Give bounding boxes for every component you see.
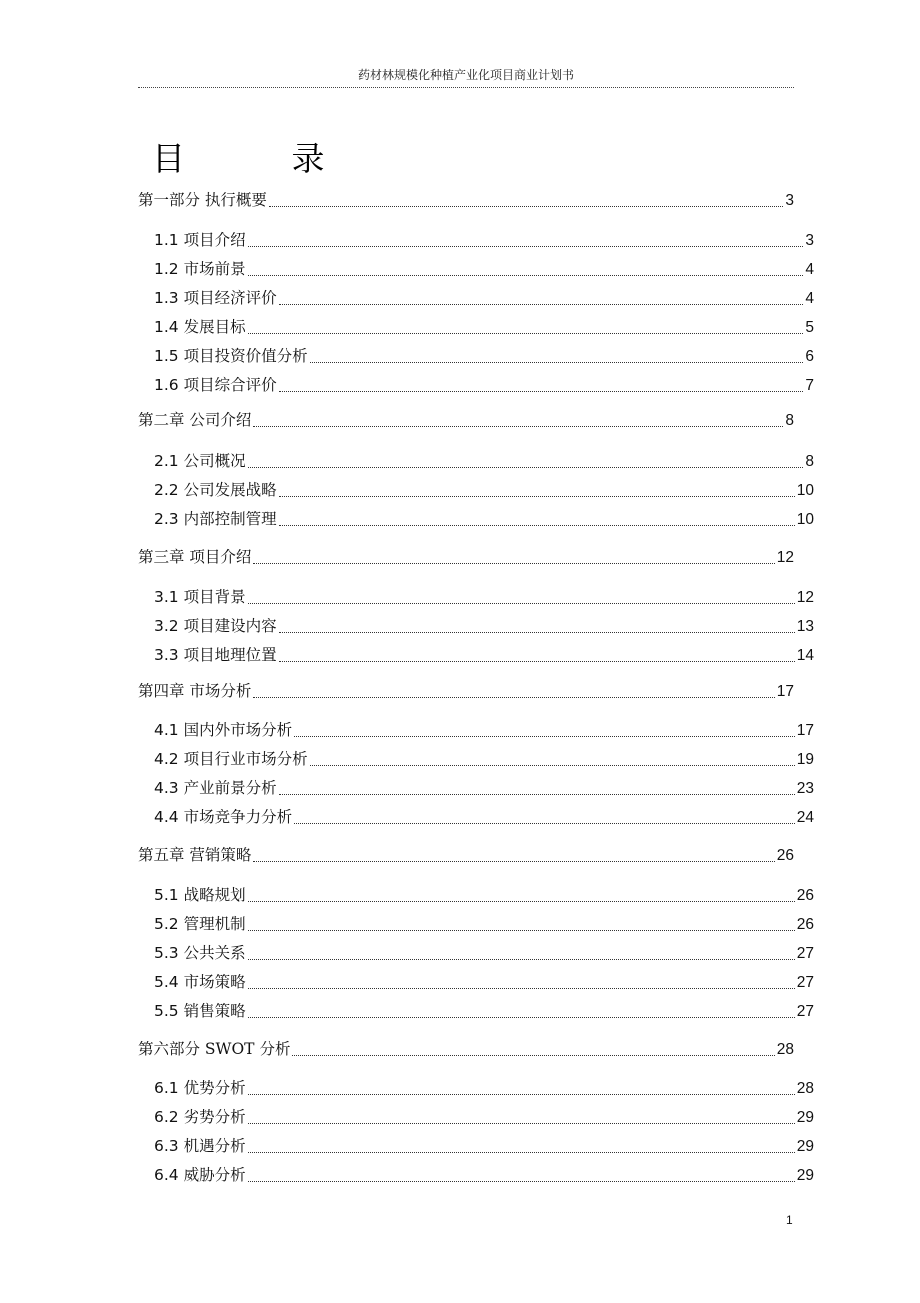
toc-entry-label: 1.1 项目介绍: [154, 231, 246, 249]
toc-entry-label: 3.3 项目地理位置: [154, 646, 277, 664]
toc-section-entry[interactable]: [154, 883, 814, 907]
toc-entry-page: 29: [796, 1109, 814, 1126]
toc-section-entry[interactable]: [154, 1163, 814, 1187]
toc-entry-label: 3.1 项目背景: [154, 588, 246, 606]
toc-entry-page: 26: [796, 887, 814, 904]
toc-entry-label: 第二章 公司介绍: [138, 411, 252, 429]
header-divider: [138, 87, 794, 88]
toc-entry-label: 6.4 威胁分析: [154, 1166, 246, 1184]
toc-section-entry[interactable]: [154, 1076, 814, 1100]
toc-dot-leader: [248, 467, 804, 468]
toc-entry-page: 26: [776, 847, 794, 864]
toc-entry-label: 5.3 公共关系: [154, 944, 246, 962]
toc-chapter-entry[interactable]: [138, 1037, 794, 1061]
toc-section-entry[interactable]: [154, 805, 814, 829]
toc-section-entry[interactable]: [154, 999, 814, 1023]
toc-section-entry[interactable]: [154, 344, 814, 368]
toc-entry-page: 27: [796, 945, 814, 962]
toc-entry-label: 第六部分 SWOT 分析: [138, 1040, 291, 1058]
toc-dot-leader: [248, 1017, 795, 1018]
toc-entry-page: 29: [796, 1138, 814, 1155]
toc-entry-label: 6.3 机遇分析: [154, 1137, 246, 1155]
toc-entry-page: 28: [796, 1080, 814, 1097]
toc-entry-page: 28: [776, 1041, 794, 1058]
toc-dot-leader: [248, 901, 795, 902]
toc-entry-label: 1.2 市场前景: [154, 260, 246, 278]
toc-entry-page: 4: [805, 290, 814, 307]
toc-section-entry[interactable]: [154, 373, 814, 397]
toc-section-entry[interactable]: [154, 257, 814, 281]
toc-section-entry[interactable]: [154, 718, 814, 742]
toc-entry-page: 6: [805, 348, 814, 365]
toc-dot-leader: [253, 861, 774, 862]
toc-chapter-entry[interactable]: [138, 408, 794, 432]
toc-dot-leader: [248, 988, 795, 989]
toc-chapter-entry[interactable]: [138, 188, 794, 212]
toc-dot-leader: [294, 736, 795, 737]
toc-dot-leader: [279, 496, 795, 497]
toc-entry-page: 4: [805, 261, 814, 278]
toc-entry-page: 7: [805, 377, 814, 394]
toc-entry-label: 5.5 销售策略: [154, 1002, 246, 1020]
toc-dot-leader: [310, 362, 804, 363]
toc-dot-leader: [248, 246, 804, 247]
toc-section-entry[interactable]: [154, 228, 814, 252]
toc-section-entry[interactable]: [154, 970, 814, 994]
toc-entry-label: 第一部分 执行概要: [138, 191, 267, 209]
toc-entry-label: 6.1 优势分析: [154, 1079, 246, 1097]
page-number: 1: [786, 1213, 793, 1227]
toc-section-entry[interactable]: [154, 449, 814, 473]
toc-entry-label: 5.2 管理机制: [154, 915, 246, 933]
toc-dot-leader: [294, 823, 795, 824]
toc-dot-leader: [248, 275, 804, 276]
toc-dot-leader: [292, 1055, 774, 1056]
toc-entry-label: 5.4 市场策略: [154, 973, 246, 991]
toc-dot-leader: [279, 632, 795, 633]
toc-section-entry[interactable]: [154, 507, 814, 531]
toc-dot-leader: [253, 426, 783, 427]
toc-dot-leader: [253, 563, 774, 564]
toc-entry-label: 第五章 营销策略: [138, 846, 252, 864]
toc-dot-leader: [248, 959, 795, 960]
toc-entry-page: 5: [805, 319, 814, 336]
toc-dot-leader: [248, 930, 795, 931]
toc-chapter-entry[interactable]: [138, 679, 794, 703]
toc-section-entry[interactable]: [154, 585, 814, 609]
toc-entry-page: 27: [796, 974, 814, 991]
toc-entry-label: 4.4 市场竞争力分析: [154, 808, 293, 826]
toc-dot-leader: [248, 1152, 795, 1153]
toc-entry-page: 26: [796, 916, 814, 933]
toc-dot-leader: [253, 697, 774, 698]
toc-entry-page: 12: [776, 549, 794, 566]
toc-entry-page: 12: [796, 589, 814, 606]
toc-section-entry[interactable]: [154, 941, 814, 965]
toc-entry-label: 6.2 劣势分析: [154, 1108, 246, 1126]
toc-entry-label: 2.1 公司概况: [154, 452, 246, 470]
toc-entry-label: 第四章 市场分析: [138, 682, 252, 700]
toc-entry-page: 29: [796, 1167, 814, 1184]
toc-dot-leader: [248, 603, 795, 604]
toc-entry-page: 13: [796, 618, 814, 635]
toc-entry-page: 14: [796, 647, 814, 664]
toc-section-entry[interactable]: [154, 776, 814, 800]
toc-dot-leader: [279, 525, 795, 526]
toc-section-entry[interactable]: [154, 614, 814, 638]
toc-section-entry[interactable]: [154, 286, 814, 310]
toc-entry-page: 10: [796, 482, 814, 499]
running-header: 药材林规模化种植产业化项目商业计划书: [357, 68, 574, 82]
toc-section-entry[interactable]: [154, 643, 814, 667]
toc-title: 目 录: [152, 139, 373, 178]
toc-dot-leader: [310, 765, 795, 766]
toc-entry-page: 8: [805, 453, 814, 470]
toc-entry-page: 8: [785, 412, 794, 429]
toc-entry-label: 1.5 项目投资价值分析: [154, 347, 308, 365]
toc-entry-page: 17: [776, 683, 794, 700]
toc-section-entry[interactable]: [154, 478, 814, 502]
toc-entry-page: 24: [796, 809, 814, 826]
toc-entry-page: 10: [796, 511, 814, 528]
toc-entry-label: 1.4 发展目标: [154, 318, 246, 336]
toc-dot-leader: [248, 333, 804, 334]
toc-section-entry[interactable]: [154, 315, 814, 339]
toc-entry-label: 2.2 公司发展战略: [154, 481, 277, 499]
toc-dot-leader: [279, 304, 804, 305]
toc-entry-label: 1.6 项目综合评价: [154, 376, 277, 394]
toc-dot-leader: [248, 1123, 795, 1124]
toc-section-entry[interactable]: [154, 747, 814, 771]
toc-entry-label: 3.2 项目建设内容: [154, 617, 277, 635]
toc-dot-leader: [248, 1094, 795, 1095]
toc-dot-leader: [279, 794, 795, 795]
toc-chapter-entry[interactable]: [138, 545, 794, 569]
toc-entry-label: 4.3 产业前景分析: [154, 779, 277, 797]
toc-section-entry[interactable]: [154, 1134, 814, 1158]
toc-entry-page: 27: [796, 1003, 814, 1020]
toc-section-entry[interactable]: [154, 1105, 814, 1129]
toc-entry-page: 23: [796, 780, 814, 797]
toc-entry-label: 2.3 内部控制管理: [154, 510, 277, 528]
toc-entry-label: 5.1 战略规划: [154, 886, 246, 904]
toc-entry-label: 4.1 国内外市场分析: [154, 721, 293, 739]
toc-entry-page: 17: [796, 722, 814, 739]
toc-dot-leader: [279, 661, 795, 662]
toc-entry-label: 1.3 项目经济评价: [154, 289, 277, 307]
toc-entry-page: 3: [805, 232, 814, 249]
toc-entry-label: 第三章 项目介绍: [138, 548, 252, 566]
toc-entry-page: 19: [796, 751, 814, 768]
toc-dot-leader: [279, 391, 804, 392]
toc-section-entry[interactable]: [154, 912, 814, 936]
toc-dot-leader: [269, 206, 783, 207]
toc-entry-label: 4.2 项目行业市场分析: [154, 750, 308, 768]
toc-dot-leader: [248, 1181, 795, 1182]
toc-chapter-entry[interactable]: [138, 843, 794, 867]
toc-entry-page: 3: [785, 192, 794, 209]
